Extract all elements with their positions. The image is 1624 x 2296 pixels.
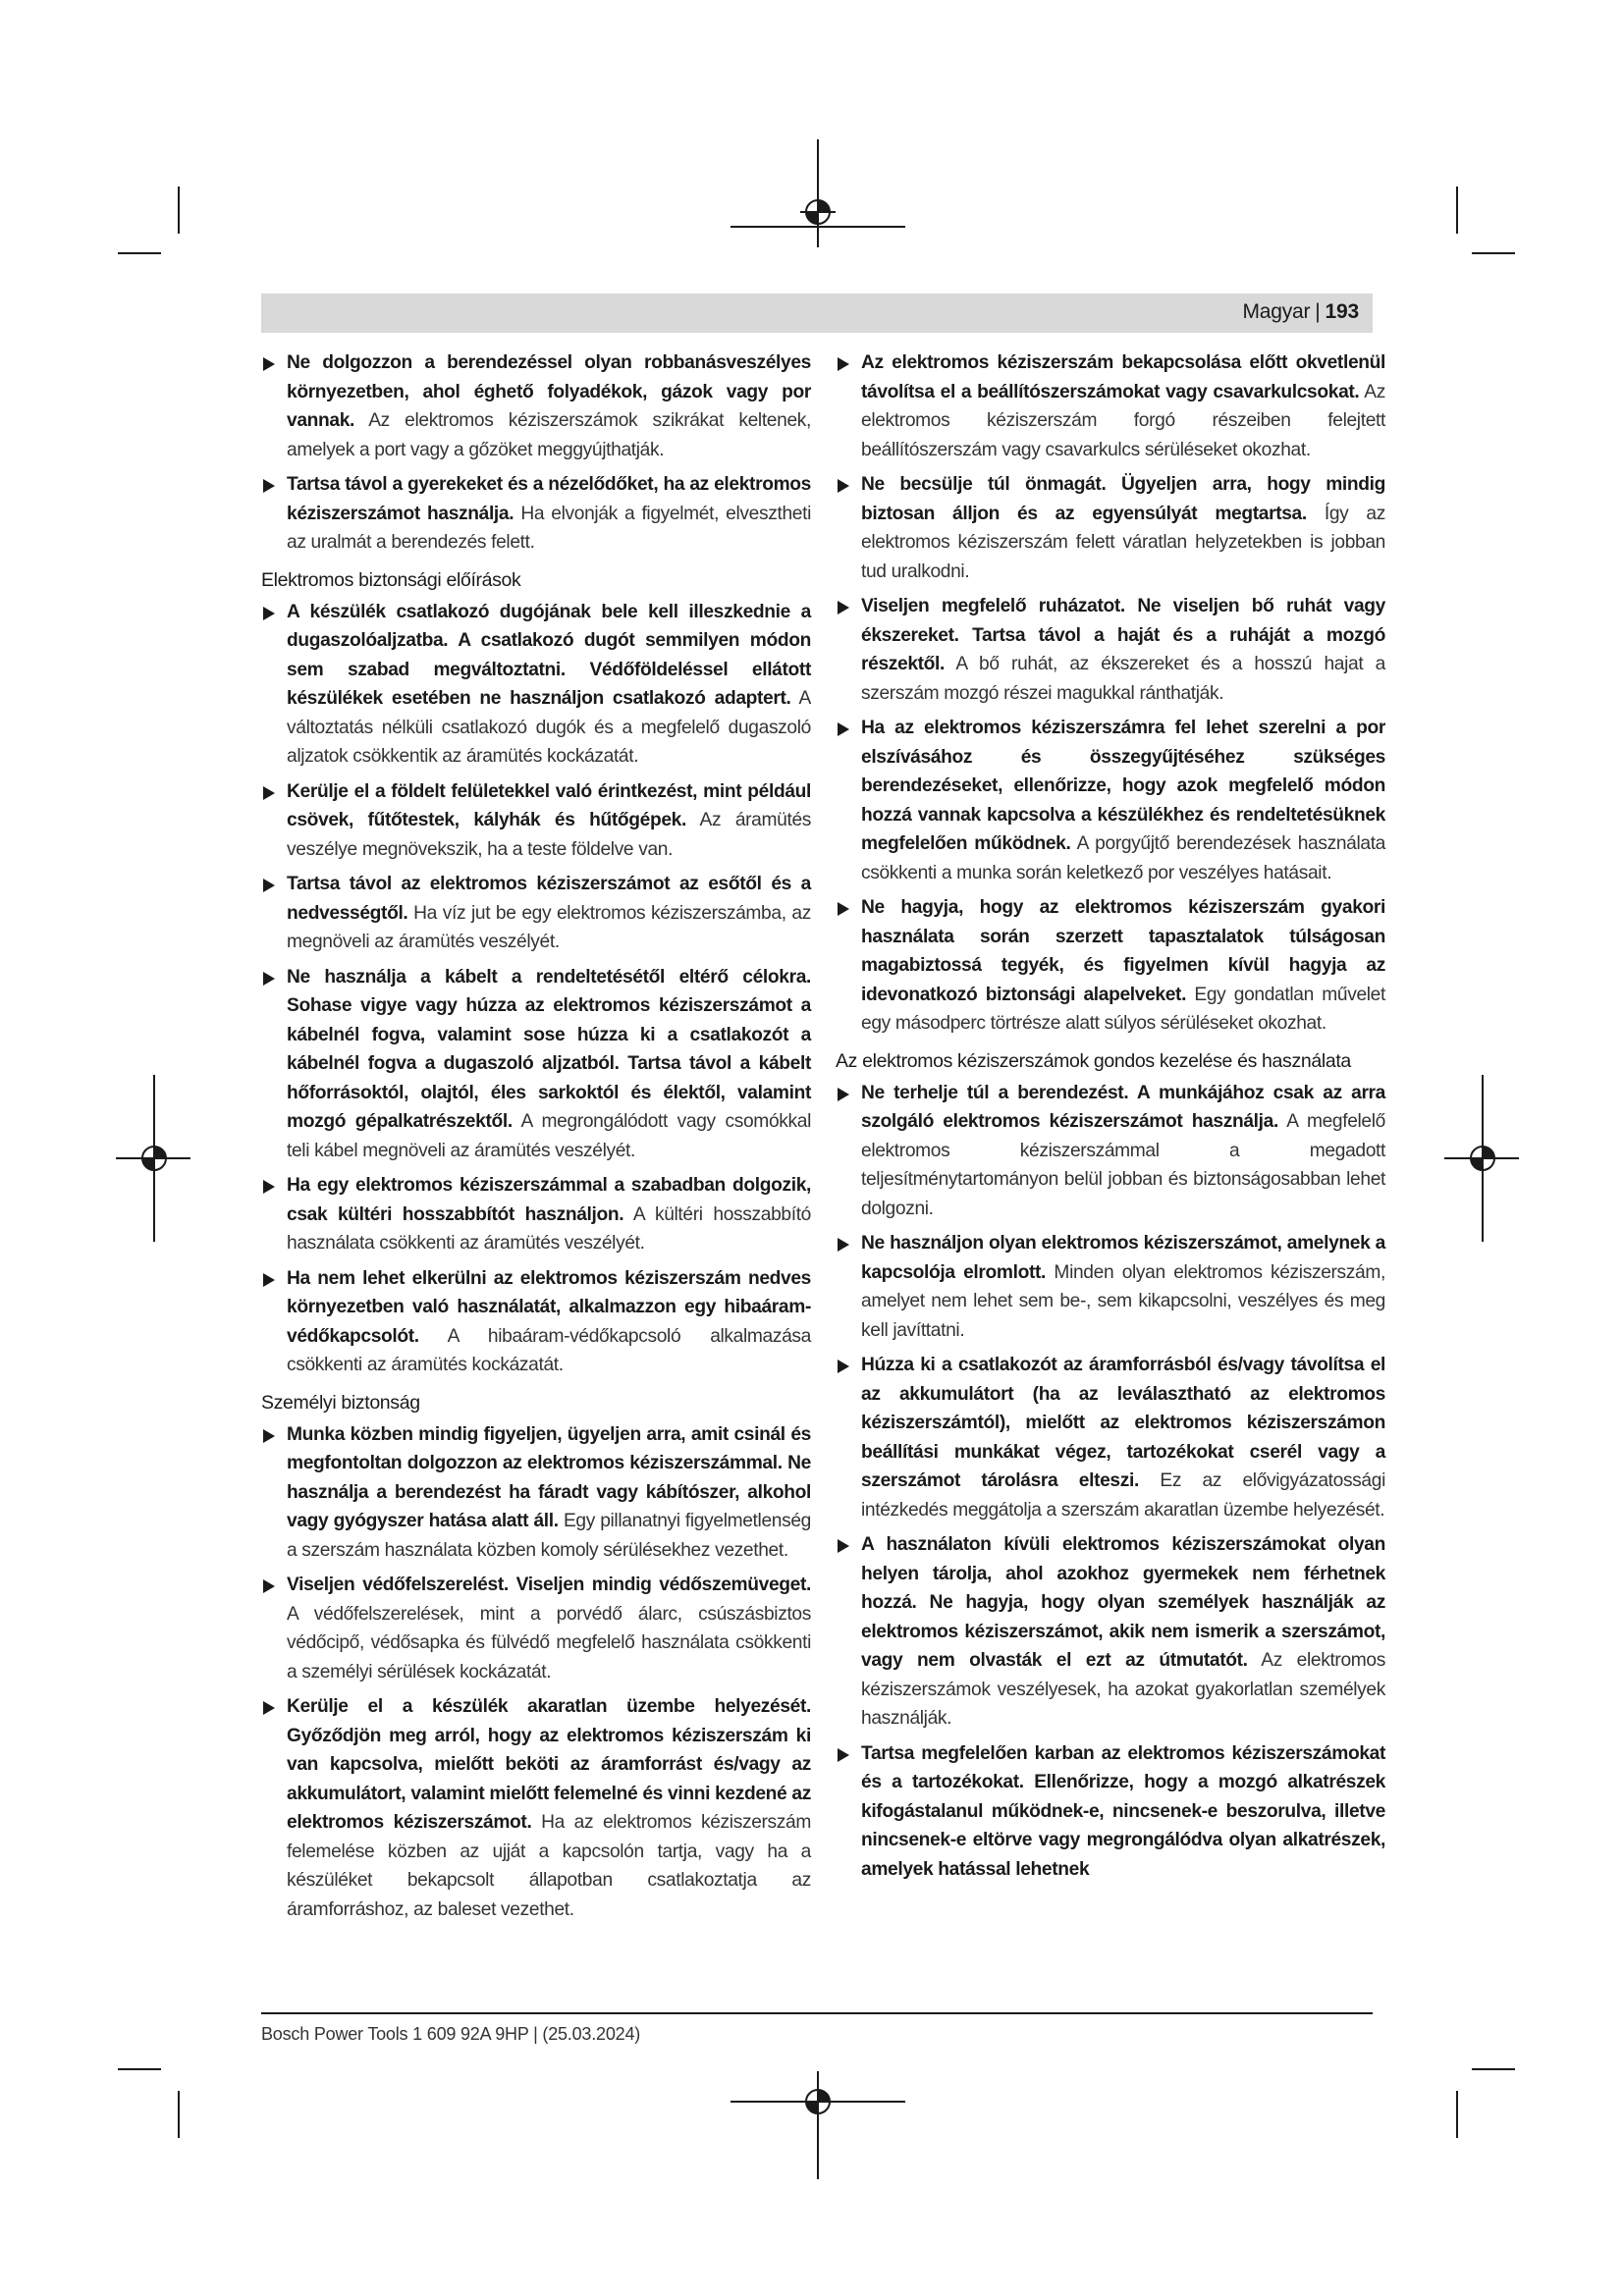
bullet-bold-text: Tartsa távol a gyerekeket és a nézelődőket, ha az elektromos kéziszerszámot használja. <box>287 474 811 524</box>
bullet-arrow-icon <box>838 1539 849 1553</box>
bullet-arrow-icon <box>263 1701 275 1715</box>
header-separator: | <box>1315 300 1321 323</box>
bullet-bold-text: Viseljen védőfelszerelést. Viseljen mindig védőszemüveget. <box>287 1575 811 1595</box>
bullet-item <box>261 1571 811 1686</box>
left-list-b <box>261 598 811 1380</box>
crop-mark-top-right-v <box>1456 187 1458 234</box>
bullet-plain-text: A változtatás nélküli csatlakozó dugók és a megfelelő dugaszoló aljzatok csökkentik az áramütés kockázatát. <box>287 688 811 767</box>
crop-mark-bottom-left-v <box>178 2091 180 2138</box>
bullet-item <box>836 1739 1385 1885</box>
left-column <box>261 348 811 1930</box>
bullet-arrow-icon <box>263 1273 275 1287</box>
bullet-arrow-icon <box>263 1429 275 1443</box>
bullet-arrow-icon <box>263 1180 275 1194</box>
bullet-arrow-icon <box>838 722 849 736</box>
bullet-plain-text: A hibaáram-védőkapcsoló alkalmazása csökkenti az áramütés kockázatát. <box>287 1325 811 1375</box>
right-column <box>836 348 1385 1890</box>
crop-mark-top-left-v <box>178 187 180 234</box>
bullet-item <box>261 1264 811 1380</box>
bullet-item <box>261 1420 811 1566</box>
bullet-arrow-icon <box>263 357 275 371</box>
bullet-arrow-icon <box>838 479 849 493</box>
bullet-item <box>261 963 811 1166</box>
header-language: Magyar <box>1242 300 1311 323</box>
left-list-c <box>261 1420 811 1925</box>
footer-text: Bosch Power Tools 1 609 92A 9HP | (25.03.2024) <box>261 2024 641 2044</box>
bullet-bold-text: Ne használja a kábelt a rendeltetésétől eltérő célokra. Sohase vigye vagy húzza az elektromos kéziszerszámot a kábelnél fogva, valamint sose húzza ki a csatlakozót a kábelnél fogva a dugaszoló aljzatból. Tartsa távol a kábelt hőforrásoktól, olajtól, éles sarkoktól és élektől, valamint mozgó gépalkatrészektől. <box>287 966 811 1132</box>
bullet-item <box>261 348 811 464</box>
bullet-item <box>261 777 811 865</box>
bullet-item <box>261 470 811 558</box>
bullet-plain-text: Az áramütés veszélye megnövekszik, ha a teste földelve van. <box>287 810 812 860</box>
bullet-plain-text: Az elektromos kéziszerszámok szikrákat keltenek, amelyek a port vagy a gőzöket meggyújthatják. <box>287 410 811 460</box>
bullet-arrow-icon <box>263 786 275 800</box>
crop-mark-bottom-right-h <box>1472 2068 1515 2070</box>
bullet-plain-text: Az elektromos kéziszerszámok veszélyesek, ha azokat gyakorlatlan személyek használják. <box>861 1650 1385 1729</box>
bullet-arrow-icon <box>838 1748 849 1762</box>
bullet-plain-text: Egy pillanatnyi figyelmetlenség a szerszám használata közben komoly sérülésekhez vezethet. <box>287 1511 811 1561</box>
bullet-plain-text: Ha elvonják a figyelmét, elvesztheti az uralmát a berendezés felett. <box>287 503 811 553</box>
bullet-arrow-icon <box>263 879 275 892</box>
section-heading: Elektromos biztonsági előírások <box>261 568 521 591</box>
bullet-plain-text: A bő ruhát, az ékszereket és a hosszú hajat a szerszám mozgó részei magukkal ránthatják. <box>861 654 1385 704</box>
bullet-bold-text: Tartsa távol az elektromos kéziszerszámot az esőtől és a nedvességtől. <box>287 874 811 924</box>
registration-target-icon <box>135 1139 174 1178</box>
registration-target-icon <box>798 192 838 232</box>
bullet-bold-text: A készülék csatlakozó dugójának bele kell illeszkednie a dugaszolóaljzatba. A csatlakozó dugót semmilyen módon sem szabad megváltoztatni. Védőföldeléssel ellátott készülékek esetében ne használjon csatlakozó adaptert. <box>287 601 811 709</box>
bullet-bold-text: Ne használjon olyan elektromos kéziszerszámot, amelynek a kapcsolója elromlott. <box>861 1233 1385 1283</box>
bullet-bold-text: Ha az elektromos kéziszerszámra fel lehet szerelni a por elszívásához és összegyűjtéséhez szükséges berendezéseket, ellenőrizze, hogy azok megfelelő módon hozzá vannak kapcsolva a készülékhez és rendeltetésüknek megfelelően működnek. <box>861 718 1385 854</box>
bullet-bold-text: A használaton kívüli elektromos kéziszerszámokat olyan helyen tárolja, ahol azokhoz gyermekek nem férhetnek hozzá. Ne hagyja, hogy olyan személyek használják az elektromos kéziszerszámot, akik nem ismerik a szerszámot, vagy nem olvasták el ezt az útmutatót. <box>861 1534 1385 1671</box>
bullet-bold-text: Ne becsülje túl önmagát. Ügyeljen arra, hogy mindig biztosan álljon és az egyensúlyát megtartsa. <box>861 474 1385 524</box>
bullet-plain-text: A megfelelő elektromos kéziszerszámmal a megadott teljesítménytartományon belül jobban és biztonságosabban lehet dolgozni. <box>861 1111 1385 1219</box>
bullet-arrow-icon <box>838 1088 849 1101</box>
bullet-plain-text: Így az elektromos kéziszerszám felett váratlan helyzetekben is jobban tud uralkodni. <box>861 503 1385 582</box>
bullet-arrow-icon <box>263 607 275 620</box>
bullet-item <box>261 598 811 772</box>
bullet-bold-text: Tartsa megfelelően karban az elektromos kéziszerszámokat és a tartozékokat. Ellenőrizze, hogy a mozgó alkatrészek kifogástalanul működnek-e, nincsenek-e beszorulva, illetve nincsenek-e eltörve vagy megrongálódva olyan alkatrészek, amelyek hatással lehetnek <box>861 1742 1385 1880</box>
bullet-bold-text: Húzza ki a csatlakozót az áramforrásból és/vagy távolítsa el az akkumulátort (ha az leválasztható az elektromos kéziszerszámtól), mielőtt az elektromos kéziszerszámon beállítási munkákat végez, tartozékokat cserél vagy a szerszámot tárolásra elteszi. <box>861 1355 1385 1491</box>
bullet-plain-text: A megrongálódott vagy csomókkal teli kábel megnöveli az áramütés veszélyét. <box>287 1111 811 1161</box>
bullet-plain-text: A porgyűjtő berendezések használata csökkenti a munka során keletkező por veszélyes hatásait. <box>861 833 1386 883</box>
bullet-bold-text: Kerülje el a földelt felületekkel való érintkezést, mint például csövek, fűtőtestek, kályhák és hűtőgépek. <box>287 780 811 830</box>
bullet-bold-text: Ha nem lehet elkerülni az elektromos kéziszerszám nedves környezetben való használatát, alkalmazzon egy hibaáram-védőkapcsolót. <box>287 1267 811 1347</box>
bullet-item <box>261 1171 811 1258</box>
bullet-item <box>261 870 811 957</box>
bullet-bold-text: Az elektromos kéziszerszám bekapcsolása előtt okvetlenül távolítsa el a beállítószerszámokat vagy csavarkulcsokat. <box>861 352 1385 402</box>
left-list-a <box>261 348 811 558</box>
crop-mark-bottom-right-v <box>1456 2091 1458 2138</box>
bullet-plain-text: A védőfelszerelések, mint a porvédő álarc, csúszásbiztos védőcipő, védősapka és fülvédő megfelelő használata csökkenti a személyi sérülések kockázatát. <box>287 1603 811 1682</box>
bullet-bold-text: Kerülje el a készülék akaratlan üzembe helyezését. Győződjön meg arról, hogy az elektromos kéziszerszám ki van kapcsolva, mielőtt beköti az áramforrást és/vagy az akkumulátort, valamint mielőtt felemelné és vinni kezdené az elektromos kéziszerszámot. <box>287 1696 811 1833</box>
bullet-item <box>836 1530 1385 1734</box>
bullet-plain-text: Ha az elektromos kéziszerszám felemelése közben az ujját a kapcsolón tartja, vagy ha a készüléket bekapcsolt állapotban csatlakoztatja az áramforráshoz, az baleset vezethet. <box>287 1812 811 1920</box>
bullet-arrow-icon <box>263 1579 275 1593</box>
bullet-item <box>836 893 1385 1039</box>
bullet-item <box>836 592 1385 708</box>
bullet-bold-text: Ha egy elektromos kéziszerszámmal a szabadban dolgozik, csak kültéri hosszabbítót használjon. <box>287 1175 811 1225</box>
section-heading: Személyi biztonság <box>261 1391 420 1414</box>
right-list-a <box>836 348 1385 1039</box>
bullet-item <box>836 470 1385 586</box>
crop-mark-bottom-left-h <box>118 2068 161 2070</box>
bullet-item <box>836 348 1385 464</box>
registration-target-icon <box>798 2082 838 2121</box>
bullet-arrow-icon <box>838 601 849 614</box>
bullet-arrow-icon <box>838 1360 849 1373</box>
bullet-bold-text: Munka közben mindig figyeljen, ügyeljen arra, amit csinál és megfontoltan dolgozzon az elektromos kéziszerszámmal. Ne használja a berendezést ha fáradt vagy kábítószer, alkohol vagy gyógyszer hatása alatt áll. <box>287 1423 811 1531</box>
bullet-plain-text: Az elektromos kéziszerszám forgó részeiben felejtett beállítószerszám vagy csavarkulcs sérüléseket okozhat. <box>861 381 1385 460</box>
bullet-item <box>836 1351 1385 1524</box>
footer-rule <box>261 2012 1373 2014</box>
header-text <box>1242 300 1359 324</box>
section-heading: Az elektromos kéziszerszámok gondos kezelése és használata <box>836 1049 1351 1072</box>
bullet-bold-text: Ne hagyja, hogy az elektromos kéziszerszám gyakori használata során szerzett tapasztalatok túlságosan magabiztossá tegyék, és figyelmen kívül hagyja az idevonatkozó biztonsági alapelveket. <box>861 897 1385 1005</box>
bullet-arrow-icon <box>263 479 275 493</box>
registration-target-icon <box>1463 1139 1502 1178</box>
bullet-plain-text: A kültéri hosszabbító használata csökkenti az áramütés veszélyét. <box>287 1203 811 1254</box>
crop-mark-top-left-h <box>118 252 161 254</box>
bullet-bold-text: Ne terhelje túl a berendezést. A munkájához csak az arra szolgáló elektromos kéziszerszámot használja. <box>861 1082 1385 1132</box>
bullet-plain-text: Ez az elővigyázatossági intézkedés meggátolja a szerszám akaratlan üzembe helyezését. <box>861 1470 1385 1521</box>
bullet-plain-text: Ha víz jut be egy elektromos kéziszerszámba, az megnöveli az áramütés veszélyét. <box>287 902 811 952</box>
bullet-arrow-icon <box>838 902 849 916</box>
bullet-plain-text: Minden olyan elektromos kéziszerszám, amelyet nem lehet sem be-, sem kikapcsolni, veszélyes és meg kell javíttatni. <box>861 1261 1385 1341</box>
bullet-item <box>836 714 1385 887</box>
bullet-arrow-icon <box>263 972 275 986</box>
bullet-plain-text: Egy gondatlan művelet egy másodperc törtrésze alatt súlyos sérüléseket okozhat. <box>861 984 1385 1034</box>
bullet-arrow-icon <box>838 357 849 371</box>
right-list-b <box>836 1079 1385 1885</box>
page-number: 193 <box>1325 300 1359 323</box>
bullet-item <box>261 1692 811 1924</box>
bullet-item <box>836 1079 1385 1224</box>
page-header <box>261 294 1373 333</box>
bullet-bold-text: Ne dolgozzon a berendezéssel olyan robbanásveszélyes környezetben, ahol éghető folyadékok, gázok vagy por vannak. <box>287 352 811 431</box>
bullet-bold-text: Viseljen megfelelő ruházatot. Ne viseljen bő ruhát vagy ékszereket. Tartsa távol a haját és a ruháját a mozgó részektől. <box>861 596 1385 674</box>
bullet-item <box>836 1229 1385 1345</box>
bullet-arrow-icon <box>838 1238 849 1252</box>
crop-mark-top-right-h <box>1472 252 1515 254</box>
